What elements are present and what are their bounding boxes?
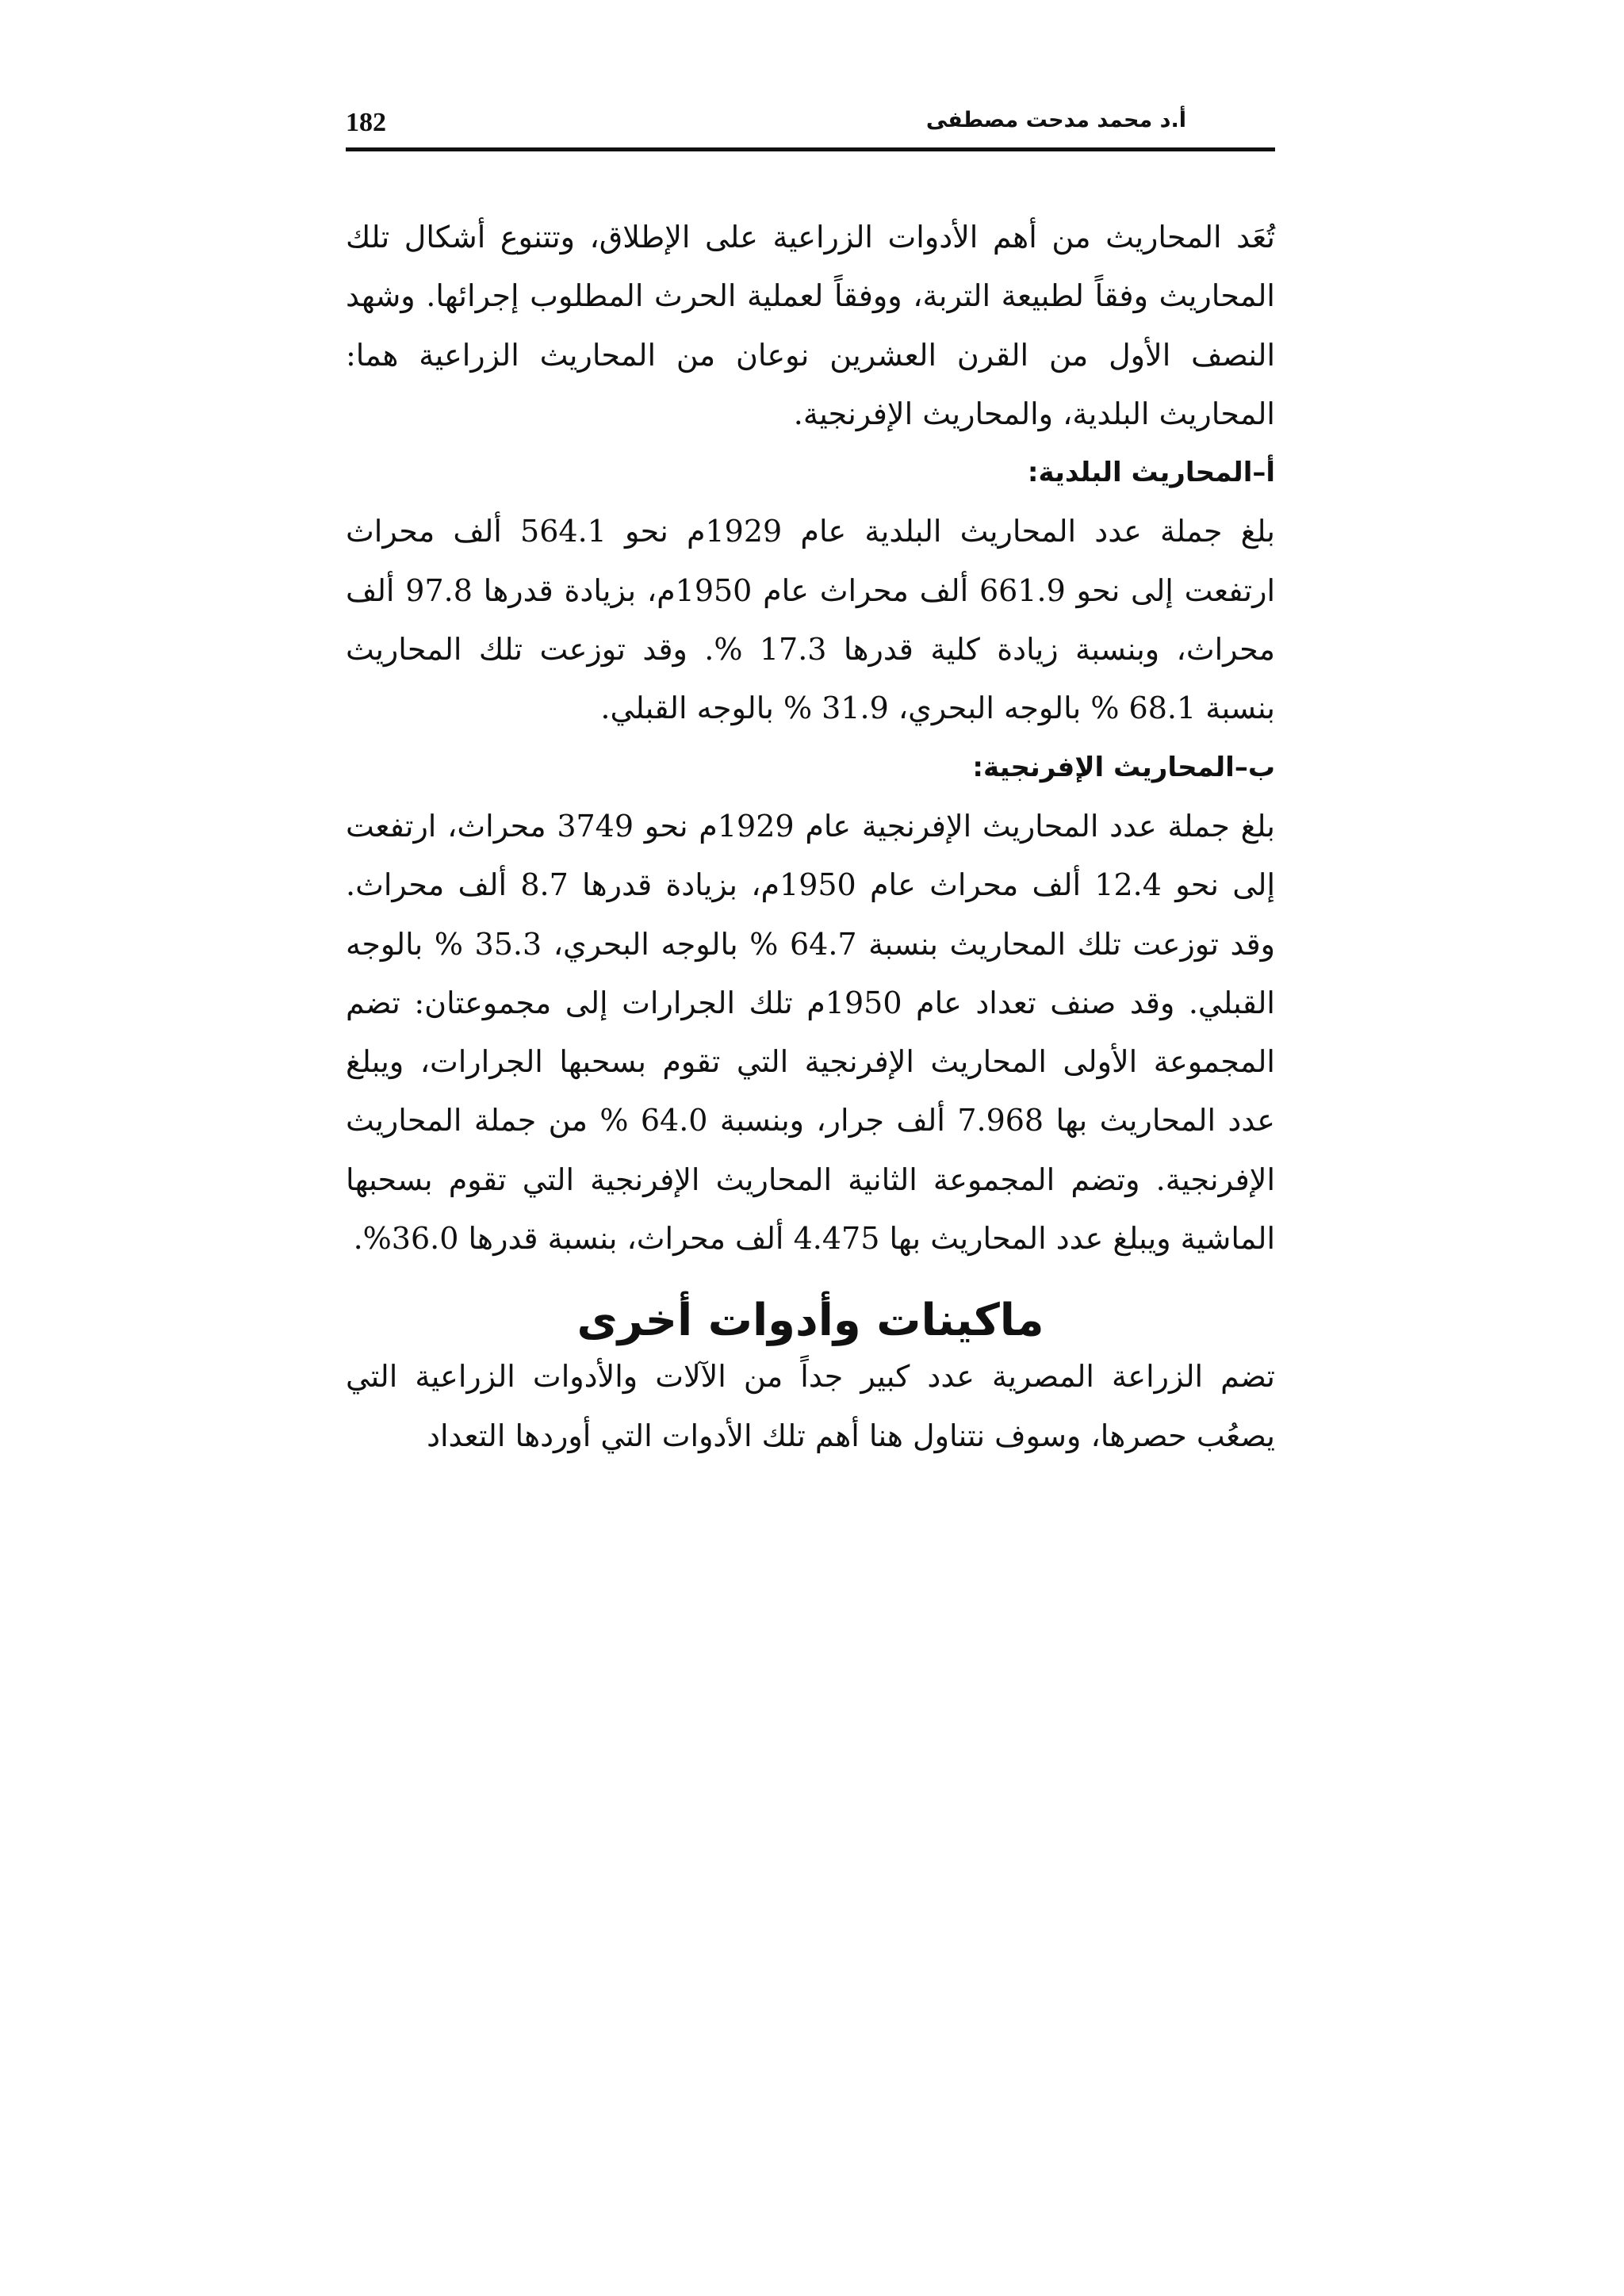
paragraph-baladi-ploughs: بلغ جملة عدد المحاريث البلدية عام 1929م نحو 564.1 ألف محراث ارتفعت إلى نحو 661.9 ألف محراث عام 1950م، بزيادة قدرها 97.8 ألف محراث، وبنسبة زيادة كلية قدرها 17.3 %. وقد توزعت تلك المحاريث بنسبة 68.1 % بالوجه البحري، 31.9 % بالوجه القبلي. <box>346 514 1276 726</box>
heading-baladi-ploughs: أ–المحاريث البلدية: <box>1027 457 1275 489</box>
paragraph-european-ploughs: بلغ جملة عدد المحاريث الإفرنجية عام 1929م نحو 3749 محراث، ارتفعت إلى نحو 12.4 ألف محراث عام 1950م، بزيادة قدرها 8.7 ألف محراث. وقد توزعت تلك المحاريث بنسبة 64.7 % بالوجه البحري، 35.3 % بالوجه القبلي. وقد صنف تعداد عام 1950م تلك الجرارات إلى مجموعتان: تضم المجموعة الأولى المحاريث الإفرنجية التي تقوم بسحبها الجرارات، ويبلغ عدد المحاريث بها 7.968 ألف جرار، وبنسبة 64.0 % من جملة المحاريث الإفرنجية. وتضم المجموعة الثانية المحاريث الإفرنجية التي تقوم بسحبها الماشية ويبلغ عدد المحاريث بها 4.475 ألف محراث، بنسبة قدرها 36.0%. <box>346 808 1276 1257</box>
section-title-machines: ماكينات وأدوات أخرى <box>576 1295 1044 1347</box>
page-header <box>346 103 1275 144</box>
book-page <box>346 103 1276 1453</box>
heading-european-ploughs: ب–المحاريث الإفرنجية: <box>972 751 1275 783</box>
page-body <box>346 208 1275 1465</box>
page-number: 182 <box>346 108 386 137</box>
running-head-author: أ.د محمد مدحت مصطفى <box>925 108 1186 132</box>
intro-paragraph: تُعَد المحاريث من أهم الأدوات الزراعية على الإطلاق، وتتنوع أشكال تلك المحاريث وفقاً لطبيعة التربة، ووفقاً لعملية الحرث المطلوب إجرائها. وشهد النصف الأول من القرن العشرين نوعان من المحاريث الزراعية هما: المحاريث البلدية، والمحاريث الإفرنجية. <box>346 220 1275 431</box>
header-rule <box>346 147 1275 151</box>
paragraph-machines: تضم الزراعة المصرية عدد كبير جداً من الآلات والأدوات الزراعية التي يصعُب حصرها، وسوف نتناول هنا أهم تلك الأدوات التي أوردها التعداد <box>346 1359 1275 1453</box>
